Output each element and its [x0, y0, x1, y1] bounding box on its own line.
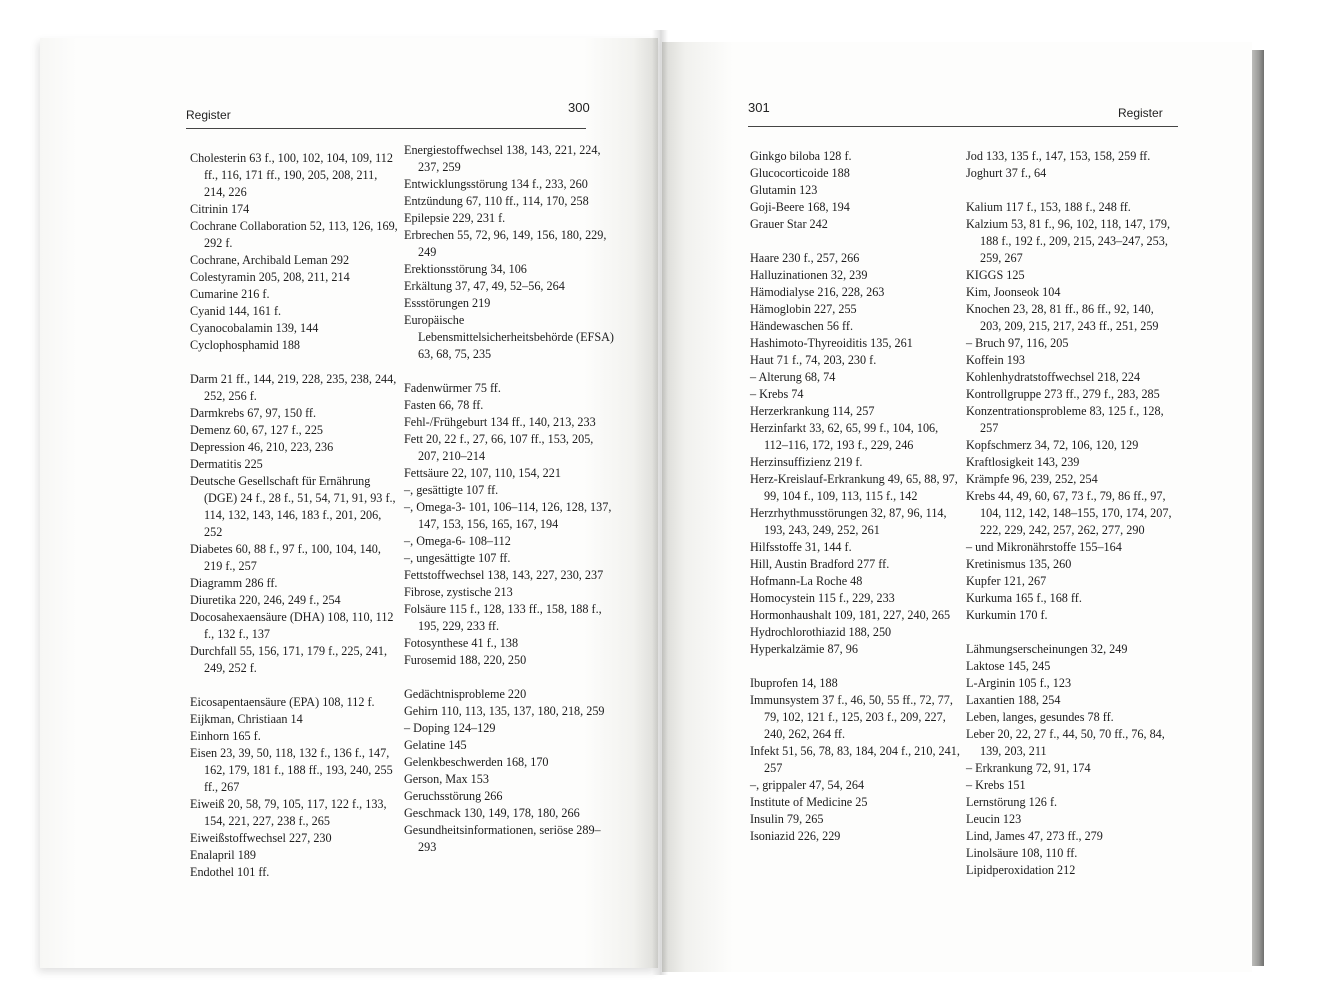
index-entry: – Bruch 97, 116, 205	[966, 336, 1069, 350]
letter-gap	[750, 233, 960, 250]
index-entry: Fehl-/Frühgeburt 134 ff., 140, 213, 233	[404, 415, 596, 429]
index-entry: Kontrollgruppe 273 ff., 279 f., 283, 285	[966, 387, 1160, 401]
index-entry: Fettstoffwechsel 138, 143, 227, 230, 237	[404, 568, 604, 582]
index-entry: Konzentrationsprobleme 83, 125 f., 128, 257	[966, 404, 1164, 435]
index-entry: Fibrose, zystische 213	[404, 585, 513, 599]
index-entry: Gelenkbeschwerden 168, 170	[404, 755, 549, 769]
index-entry: Gerson, Max 153	[404, 772, 489, 786]
index-entry: Kopfschmerz 34, 72, 106, 120, 129	[966, 438, 1139, 452]
index-entry: Insulin 79, 265	[750, 812, 824, 826]
index-entry: Immunsystem 37 f., 46, 50, 55 ff., 72, 77, 79, 102, 121 f., 125, 203 f., 209, 227, 240, 262, 264 ff.	[750, 693, 953, 741]
index-entry: Krebs 44, 49, 60, 67, 73 f., 79, 86 ff., 97, 104, 112, 142, 148–155, 170, 174, 207, 222, 229, 242, 257, 262, 277, 290	[966, 489, 1172, 537]
index-entry: –, Omega-3- 101, 106–114, 126, 128, 137, 147, 153, 156, 165, 167, 194	[404, 500, 612, 531]
letter-gap	[966, 624, 1176, 641]
index-entry: Gedächtnisprobleme 220	[404, 687, 527, 701]
index-entry: Hämoglobin 227, 255	[750, 302, 857, 316]
index-entry: Endothel 101 ff.	[190, 865, 270, 879]
index-entry: Kalium 117 f., 153, 188 f., 248 ff.	[966, 200, 1131, 214]
left-column-1	[190, 150, 400, 881]
index-entry: Glucocorticoide 188	[750, 166, 850, 180]
index-entry: Geschmack 130, 149, 178, 180, 266	[404, 806, 580, 820]
right-page	[662, 42, 1252, 972]
index-entry: Linolsäure 108, 110 ff.	[966, 846, 1078, 860]
index-entry: Fett 20, 22 f., 27, 66, 107 ff., 153, 205, 207, 210–214	[404, 432, 594, 463]
index-entry: Herzinfarkt 33, 62, 65, 99 f., 104, 106, 112–116, 172, 193 f., 229, 246	[750, 421, 939, 452]
index-entry: Fettsäure 22, 107, 110, 154, 221	[404, 466, 561, 480]
index-entry: – und Mikronährstoffe 155–164	[966, 540, 1122, 554]
index-entry: Kraftlosigkeit 143, 239	[966, 455, 1080, 469]
index-entry: Energiestoffwechsel 138, 143, 221, 224, 237, 259	[404, 143, 601, 174]
index-entry: Entzündung 67, 110 ff., 114, 170, 258	[404, 194, 589, 208]
index-entry: Hormonhaushalt 109, 181, 227, 240, 265	[750, 608, 951, 622]
index-entry: Europäische Lebensmittelsicherheitsbehörde (EFSA) 63, 68, 75, 235	[404, 313, 614, 361]
index-entry: Herz-Kreislauf-Erkrankung 49, 65, 88, 97, 99, 104 f., 109, 113, 115 f., 142	[750, 472, 958, 503]
index-entry: Lipidperoxidation 212	[966, 863, 1076, 877]
index-entry: Ginkgo biloba 128 f.	[750, 149, 852, 163]
open-book	[40, 30, 1280, 975]
index-entry: Hashimoto-Thyreoiditis 135, 261	[750, 336, 913, 350]
index-entry: Lind, James 47, 273 ff., 279	[966, 829, 1103, 843]
index-entry: –, Omega-6- 108–112	[404, 534, 511, 548]
index-entry: Halluzinationen 32, 239	[750, 268, 868, 282]
index-entry: Haare 230 f., 257, 266	[750, 251, 860, 265]
index-entry: Citrinin 174	[190, 202, 250, 216]
index-entry: Folsäure 115 f., 128, 133 ff., 158, 188 f., 195, 229, 233 ff.	[404, 602, 602, 633]
book-gutter	[652, 30, 668, 975]
index-entry: Grauer Star 242	[750, 217, 828, 231]
index-entry: Knochen 23, 28, 81 ff., 86 ff., 92, 140, 203, 209, 215, 217, 243 ff., 251, 259	[966, 302, 1159, 333]
letter-gap	[750, 658, 960, 675]
index-entry: Glutamin 123	[750, 183, 818, 197]
left-running-head: Register	[186, 108, 231, 122]
index-entry: – Krebs 74	[750, 387, 804, 401]
index-entry: Kurkumin 170 f.	[966, 608, 1048, 622]
index-entry: Hydrochlorothiazid 188, 250	[750, 625, 892, 639]
index-entry: Erbrechen 55, 72, 96, 149, 156, 180, 229, 249	[404, 228, 607, 259]
index-entry: Durchfall 55, 156, 171, 179 f., 225, 241, 249, 252 f.	[190, 644, 388, 675]
letter-gap	[404, 363, 614, 380]
letter-gap	[190, 677, 400, 694]
index-entry: Erektionsstörung 34, 106	[404, 262, 527, 276]
index-entry: Laxantien 188, 254	[966, 693, 1061, 707]
index-entry: Cyanocobalamin 139, 144	[190, 321, 319, 335]
index-entry: Gelatine 145	[404, 738, 467, 752]
index-entry: Dermatitis 225	[190, 457, 263, 471]
index-entry: Cholesterin 63 f., 100, 102, 104, 109, 112 ff., 116, 171 ff., 190, 205, 208, 211, 214, 226	[190, 151, 393, 199]
index-entry: Deutsche Gesellschaft für Ernährung (DGE) 24 f., 28 f., 51, 54, 71, 91, 93 f., 114, 132, 143, 146, 183 f., 201, 206, 252	[190, 474, 396, 539]
index-entry: Fadenwürmer 75 ff.	[404, 381, 501, 395]
index-entry: Infekt 51, 56, 78, 83, 184, 204 f., 210, 241, 257	[750, 744, 960, 775]
index-entry: Hofmann-La Roche 48	[750, 574, 863, 588]
left-header-rule	[186, 128, 586, 129]
index-entry: Gesundheitsinformationen, seriöse 289–293	[404, 823, 601, 854]
index-entry: Demenz 60, 67, 127 f., 225	[190, 423, 324, 437]
index-entry: Herzerkrankung 114, 257	[750, 404, 875, 418]
index-entry: Eisen 23, 39, 50, 118, 132 f., 136 f., 147, 162, 179, 181 f., 188 ff., 193, 240, 255 ff., 267	[190, 746, 393, 794]
index-entry: Diabetes 60, 88 f., 97 f., 100, 104, 140, 219 f., 257	[190, 542, 381, 573]
index-entry: Eiweißstoffwechsel 227, 230	[190, 831, 332, 845]
index-entry: Cyclophosphamid 188	[190, 338, 301, 352]
index-entry: – Alterung 68, 74	[750, 370, 836, 384]
index-entry: KIGGS 125	[966, 268, 1025, 282]
index-entry: Leucin 123	[966, 812, 1022, 826]
index-entry: Kurkuma 165 f., 168 ff.	[966, 591, 1082, 605]
right-column-2	[966, 148, 1176, 879]
index-entry: Kalzium 53, 81 f., 96, 102, 118, 147, 179, 188 f., 192 f., 209, 215, 243–247, 253, 259, 267	[966, 217, 1171, 265]
index-entry: Darmkrebs 67, 97, 150 ff.	[190, 406, 317, 420]
index-entry: Herzrhythmusstörungen 32, 87, 96, 114, 193, 243, 249, 252, 261	[750, 506, 947, 537]
index-entry: L-Arginin 105 f., 123	[966, 676, 1072, 690]
index-entry: Geruchsstörung 266	[404, 789, 503, 803]
index-entry: Cochrane Collaboration 52, 113, 126, 169, 292 f.	[190, 219, 398, 250]
letter-gap	[966, 182, 1176, 199]
index-entry: Lernstörung 126 f.	[966, 795, 1058, 809]
index-entry: –, ungesättigte 107 ff.	[404, 551, 511, 565]
index-entry: Eijkman, Christiaan 14	[190, 712, 303, 726]
index-entry: –, grippaler 47, 54, 264	[750, 778, 865, 792]
index-entry: Furosemid 188, 220, 250	[404, 653, 527, 667]
index-entry: Docosahexaensäure (DHA) 108, 110, 112 f., 132 f., 137	[190, 610, 394, 641]
index-entry: Haut 71 f., 74, 203, 230 f.	[750, 353, 877, 367]
index-entry: Laktose 145, 245	[966, 659, 1051, 673]
index-entry: Ibuprofen 14, 188	[750, 676, 838, 690]
index-entry: Kohlenhydratstoffwechsel 218, 224	[966, 370, 1141, 384]
index-entry: Homocystein 115 f., 229, 233	[750, 591, 895, 605]
letter-gap	[190, 354, 400, 371]
index-entry: Colestyramin 205, 208, 211, 214	[190, 270, 350, 284]
index-entry: Kupfer 121, 267	[966, 574, 1047, 588]
index-entry: Cyanid 144, 161 f.	[190, 304, 282, 318]
index-entry: Eiweiß 20, 58, 79, 105, 117, 122 f., 133, 154, 221, 227, 238 f., 265	[190, 797, 387, 828]
index-entry: Institute of Medicine 25	[750, 795, 868, 809]
left-column-2	[404, 142, 614, 856]
index-entry: Hilfsstoffe 31, 144 f.	[750, 540, 852, 554]
right-running-head: Register	[1118, 106, 1163, 120]
index-entry: – Erkrankung 72, 91, 174	[966, 761, 1091, 775]
index-entry: Cumarine 216 f.	[190, 287, 270, 301]
index-entry: Gehirn 110, 113, 135, 137, 180, 218, 259	[404, 704, 605, 718]
right-header-rule	[748, 126, 1178, 127]
index-entry: Depression 46, 210, 223, 236	[190, 440, 334, 454]
index-entry: Herzinsuffizienz 219 f.	[750, 455, 863, 469]
index-entry: Entwicklungsstörung 134 f., 233, 260	[404, 177, 588, 191]
index-entry: Hill, Austin Bradford 277 ff.	[750, 557, 890, 571]
index-entry: Lähmungserscheinungen 32, 249	[966, 642, 1128, 656]
index-entry: Krämpfe 96, 239, 252, 254	[966, 472, 1098, 486]
index-entry: Hämodialyse 216, 228, 263	[750, 285, 885, 299]
index-entry: Fotosynthese 41 f., 138	[404, 636, 519, 650]
index-entry: Kim, Joonseok 104	[966, 285, 1061, 299]
right-column-1	[750, 148, 960, 845]
index-entry: – Doping 124–129	[404, 721, 496, 735]
index-entry: Goji-Beere 168, 194	[750, 200, 850, 214]
index-entry: Epilepsie 229, 231 f.	[404, 211, 506, 225]
index-entry: Leber 20, 22, 27 f., 44, 50, 70 ff., 76, 84, 139, 203, 211	[966, 727, 1165, 758]
index-entry: Jod 133, 135 f., 147, 153, 158, 259 ff.	[966, 149, 1151, 163]
letter-gap	[404, 669, 614, 686]
left-page-number: 300	[568, 100, 590, 115]
index-entry: Fasten 66, 78 ff.	[404, 398, 484, 412]
index-entry: Darm 21 ff., 144, 219, 228, 235, 238, 244, 252, 256 f.	[190, 372, 397, 403]
index-entry: Eicosapentaensäure (EPA) 108, 112 f.	[190, 695, 375, 709]
index-entry: Joghurt 37 f., 64	[966, 166, 1047, 180]
index-entry: Isoniazid 226, 229	[750, 829, 841, 843]
right-page-number: 301	[748, 100, 770, 115]
left-page	[40, 38, 658, 968]
index-entry: Händewaschen 56 ff.	[750, 319, 853, 333]
index-entry: Leben, langes, gesundes 78 ff.	[966, 710, 1114, 724]
index-entry: –, gesättigte 107 ff.	[404, 483, 499, 497]
index-entry: Hyperkalzämie 87, 96	[750, 642, 858, 656]
index-entry: Essstörungen 219	[404, 296, 491, 310]
index-entry: Kretinismus 135, 260	[966, 557, 1072, 571]
index-entry: Koffein 193	[966, 353, 1026, 367]
index-entry: Einhorn 165 f.	[190, 729, 261, 743]
index-entry: Enalapril 189	[190, 848, 256, 862]
index-entry: Erkältung 37, 47, 49, 52–56, 264	[404, 279, 565, 293]
index-entry: Diagramm 286 ff.	[190, 576, 278, 590]
index-entry: Cochrane, Archibald Leman 292	[190, 253, 350, 267]
index-entry: Diuretika 220, 246, 249 f., 254	[190, 593, 341, 607]
index-entry: – Krebs 151	[966, 778, 1026, 792]
